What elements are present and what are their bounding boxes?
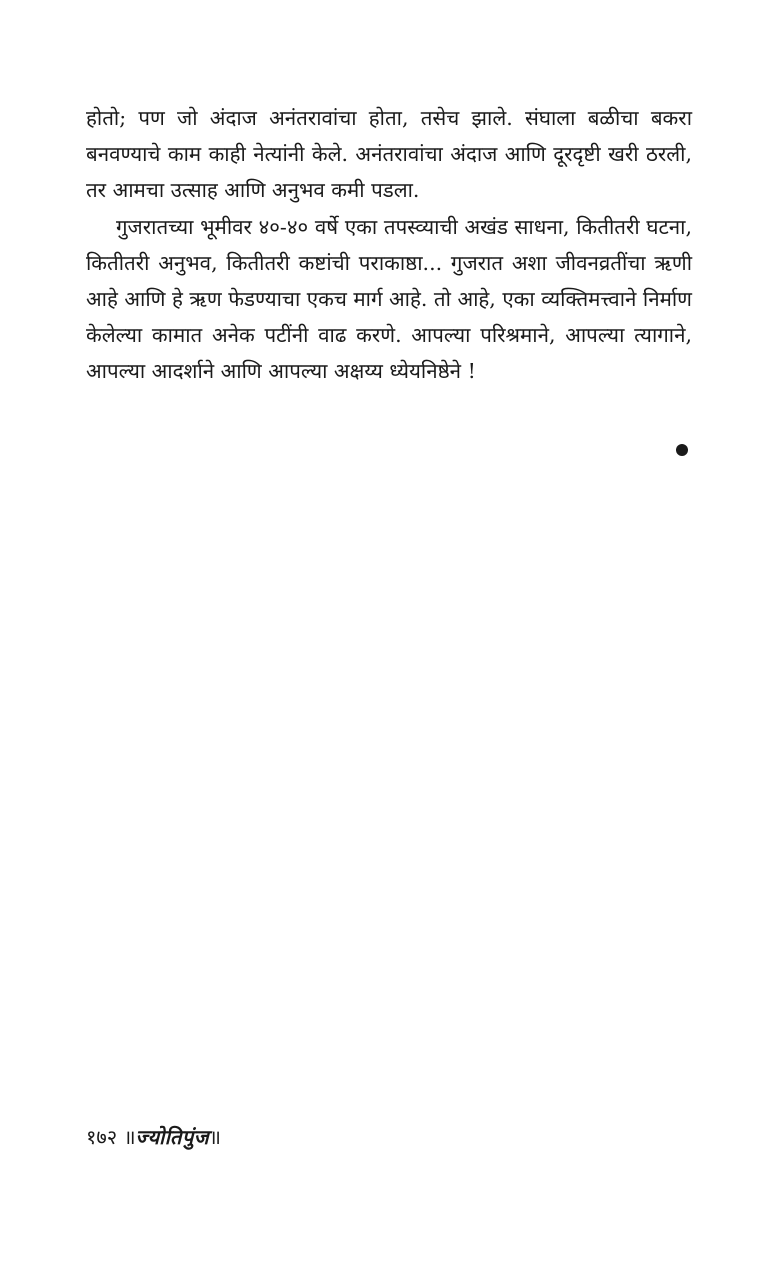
paragraph-continued: होतो; पण जो अंदाज अनंतरावांचा होता, तसेच झाले. संघाला बळीचा बकरा बनवण्याचे काम काही नेत्यांनी केले. अनंतरावांचा अंदाज आणि दूरदृष्टी खरी ठरली, तर आमचा उत्साह आणि अनुभव कमी पडला. — [86, 106, 692, 203]
footer-separator-left: ॥ — [123, 1125, 136, 1149]
paragraph-main: गुजरातच्या भूमीवर ४०-४० वर्षे एका तपस्व्याची अखंड साधना, कितीतरी घटना, कितीतरी अनुभव, कितीतरी कष्टांची पराकाष्ठा... गुजरात अशा जीवनव्रतींचा ऋणी आहे आणि हे ऋण फेडण्याचा एकच मार्ग आहे. तो आहे, एका व्यक्तिमत्त्वाने निर्माण केलेल्या कामात अनेक पटींनी वाढ करणे. आपल्या परिश्रमाने, आपल्या त्यागाने, आपल्या आदर्शाने आणि आपल्या अक्षय्य ध्येयनिष्ठेने ! — [86, 214, 692, 384]
body-text — [86, 100, 692, 390]
footer-separator-right: ॥ — [209, 1125, 222, 1149]
page-number: १७२ — [86, 1125, 118, 1149]
page-footer — [86, 1123, 221, 1151]
book-title: ज्योतिपुंज — [135, 1125, 210, 1149]
section-end-bullet — [676, 444, 688, 456]
